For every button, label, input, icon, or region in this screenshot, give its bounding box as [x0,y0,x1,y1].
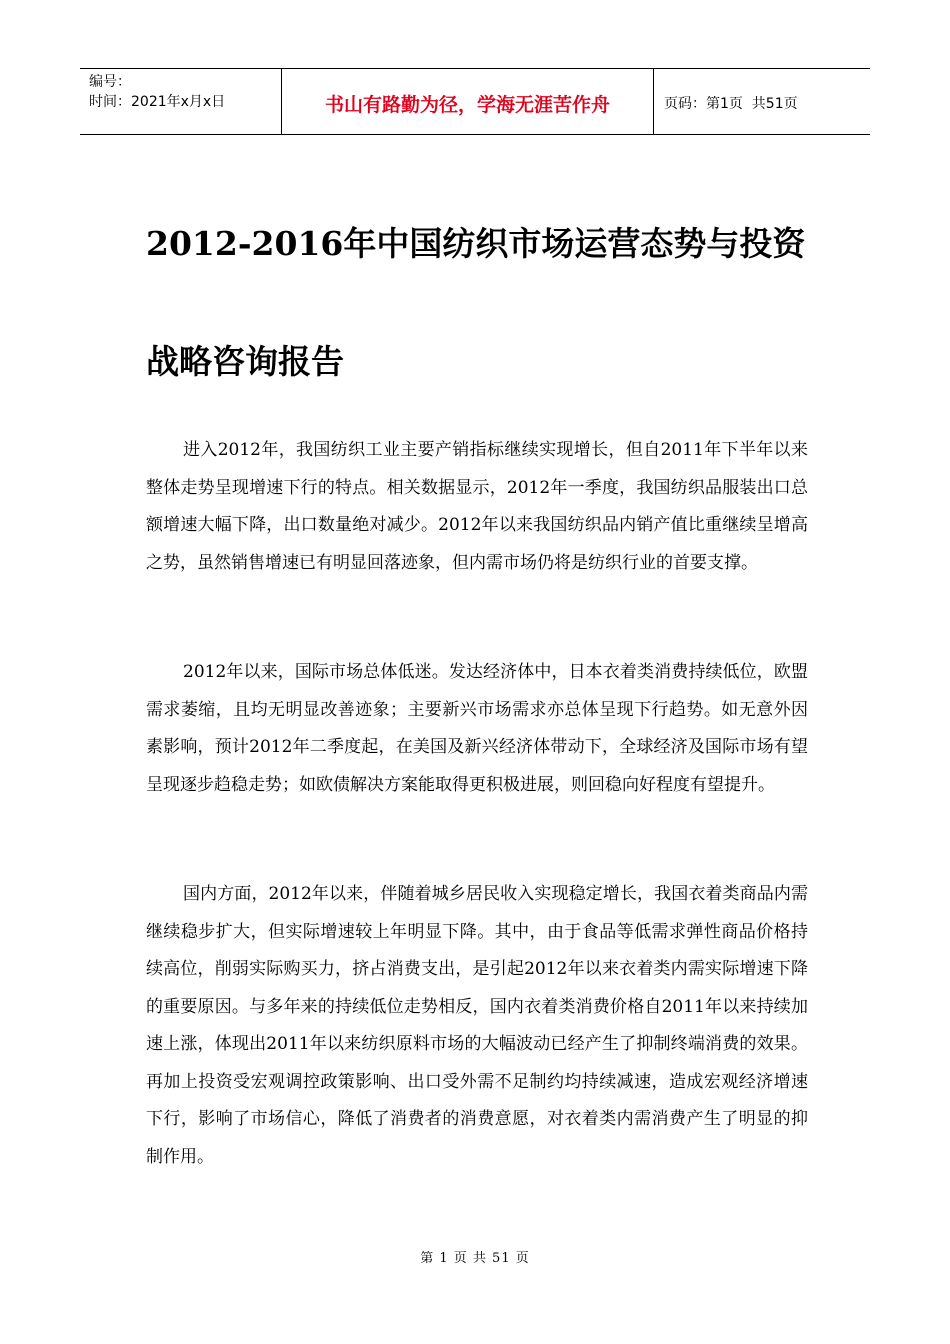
page-header [80,68,870,135]
page-info-text: 页码：第1页 共51页 [664,95,798,112]
title-line-2: 战略咨询报告 [146,342,344,381]
header-meta [80,69,281,134]
paragraph-2: 2012年以来，国际市场总体低迷。发达经济体中，日本衣着类消费持续低位，欧盟需求萎缩，且均无明显改善迹象；主要新兴市场需求亦总体呈现下行趋势。如无意外因素影响，预计2012年二季度起，在美国及新兴经济体带动下，全球经济及国际市场有望呈现逐步趋稳走势；如欧债解决方案能取得更积极进展，则回稳向好程度有望提升。 [146,662,808,795]
paragraph-1: 进入2012年，我国纺织工业主要产销指标继续实现增长，但自2011年下半年以来整体走势呈现增速下行的特点。相关数据显示，2012年一季度，我国纺织品服装出口总额增速大幅下降，出口数量绝对减少。2012年以来我国纺织品内销产值比重继续呈增高之势，虽然销售增速已有明显回落迹象，但内需市场仍将是纺织行业的首要支撑。 [146,440,808,573]
document-title [146,185,826,421]
serial-label: 编号： [89,74,131,90]
page-footer: 第 1 页 共 51 页 [420,1251,530,1266]
paragraph-3: 国内方面，2012年以来，伴随着城乡居民收入实现稳定增长，我国衣着类商品内需继续稳步扩大，但实际增速较上年明显下降。其中，由于食品等低需求弹性商品价格持续高位，削弱实际购买力，挤占消费支出，是引起2012年以来衣着类内需实际增速下降的重要原因。与多年来的持续低位走势相反，国内衣着类消费价格自2011年以来持续加速上涨，体现出2011年以来纺织原料市场的大幅波动已经产生了抑制终端消费的效果。再加上投资受宏观调控政策影响、出口受外需不足制约均持续减速，造成宏观经济增速下行，影响了市场信心，降低了消费者的消费意愿，对衣着类内需消费产生了明显的抑制作用。 [146,884,808,1167]
title-line-1: 2012-2016年中国纺织市场运营态势与投资 [146,224,806,263]
time-label: 时间：2021年x月x日 [89,94,226,110]
header-motto: 书山有路勤为径，学海无涯苦作舟 [281,69,654,134]
header-page-info [654,69,870,134]
